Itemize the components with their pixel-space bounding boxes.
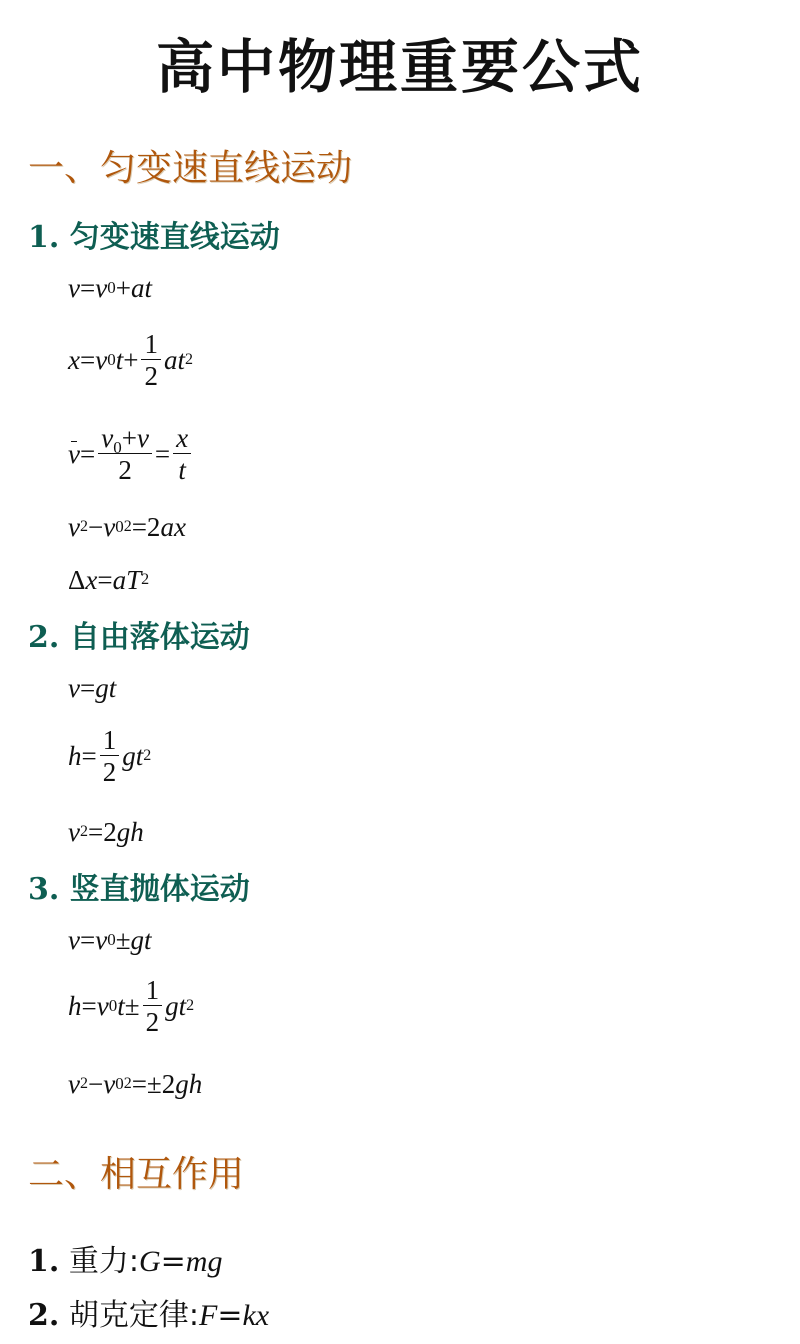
section-heading-kinematics: 一、匀变速直线运动 (28, 148, 353, 189)
formula-free-fall-velocity-height: v 2 =2 gh (68, 816, 144, 847)
formula-successive-displacement-difference: Δ x = aT 2 (68, 564, 150, 595)
formula-free-fall-velocity: v = gt (68, 672, 117, 703)
section-heading-interaction: 二、相互作用 (28, 1154, 245, 1195)
law-hooke: 2. 胡克定律:F=kx (28, 1298, 270, 1333)
subsection-heading-uniform-acceleration: 1. 匀变速直线运动 (28, 220, 280, 255)
subsection-heading-vertical-projectile: 3. 竖直抛体运动 (28, 872, 250, 907)
formula-projectile-height: h = v 0 t ± $\frac{1}{2}$ gt 2 (68, 974, 195, 1037)
formula-velocity-displacement: v 2 − v 0 2 =2 ax (68, 511, 186, 542)
subsection-heading-free-fall: 2. 自由落体运动 (28, 620, 250, 655)
formula-projectile-velocity: v = v 0 ± gt (68, 924, 152, 955)
page-title: 高中物理重要公式 (155, 33, 644, 101)
formula-average-velocity: v = $\frac{v_0+v}{2}$ = $\frac{x}{t}$ (68, 422, 194, 486)
formula-projectile-velocity-height: v 2 − v 0 2 =±2 gh (68, 1068, 203, 1099)
law-gravity: 1. 重力:G=mg (28, 1244, 223, 1279)
formula-displacement-time: x = v 0 t + $\frac{1}{2}$ at 2 (68, 328, 193, 391)
formula-velocity-time: v = v 0 + at (68, 272, 152, 303)
formula-free-fall-height: h = $\frac{1}{2}$ gt 2 (68, 724, 152, 787)
